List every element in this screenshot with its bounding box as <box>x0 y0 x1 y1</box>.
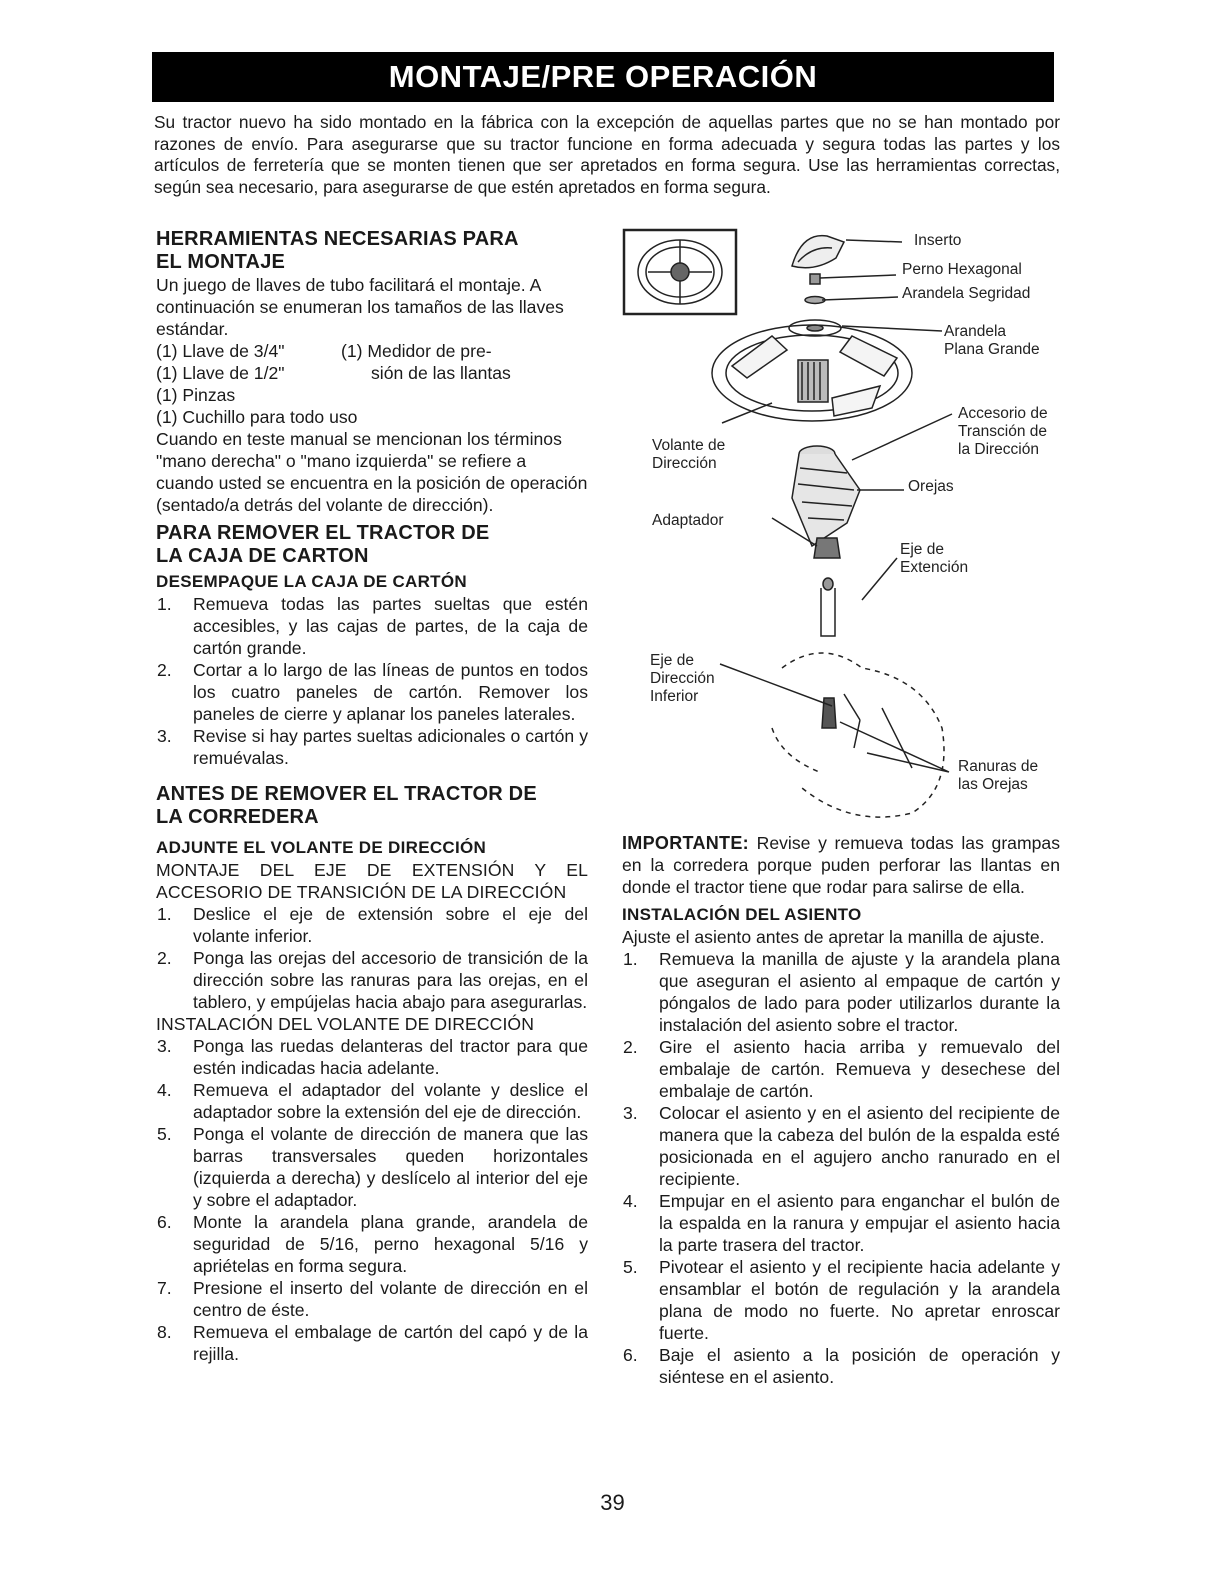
label-accesorio-line2: Transción de <box>958 423 1048 440</box>
seat-heading: INSTALACIÓN DEL ASIENTO <box>622 905 862 924</box>
important-note <box>622 832 1060 898</box>
label-eje-extension-line1: Eje de <box>900 541 944 558</box>
extension-steps <box>156 903 588 1013</box>
extension-subheading: MONTAJE DEL EJE DE EXTENSIÓN Y EL ACCESORIO DE TRANSICIÓN DE LA DIRECCIÓN <box>156 860 588 902</box>
tools-heading-line1: HERRAMIENTAS NECESARIAS PARA <box>156 228 519 250</box>
list-item: 6. Monte la arandela plana grande, arandela de seguridad de 5/16, perno hexagonal 5/16 y apriételas en forma segura. <box>157 1212 588 1276</box>
tool-item: (1) Llave de 1/2" <box>156 363 285 383</box>
label-arandela-line1: Arandela <box>944 323 1007 340</box>
tool-item: (1) Llave de 3/4" <box>156 341 285 361</box>
skid-heading-line1: ANTES DE REMOVER EL TRACTOR DE <box>156 783 537 805</box>
skid-heading-line2: LA CORREDERA <box>156 806 319 828</box>
page-number: 39 <box>600 1490 625 1515</box>
label-ranuras-line2: las Orejas <box>958 776 1028 793</box>
steering-assembly-figure <box>622 228 1062 828</box>
list-item: 2. Cortar a lo largo de las líneas de puntos en todos los cuatro paneles de cartón. Remover los paneles de cierre y aplanar los paneles laterales. <box>157 660 588 724</box>
label-accesorio-line3: la Dirección <box>958 441 1039 458</box>
section-banner: MONTAJE/PRE OPERACIÓN <box>152 52 1054 102</box>
label-volante-line2: Dirección <box>652 455 717 472</box>
list-item: 6. Baje el asiento a la posición de operación y siéntese en el asiento. <box>623 1345 1060 1387</box>
label-arandela-line2: Plana Grande <box>944 341 1040 358</box>
tools-heading-line2: EL MONTAJE <box>156 251 286 273</box>
intro-paragraph: Su tractor nuevo ha sido montado en la fábrica con la excepción de aquellas partes que no se han montado por razones de envío. Para asegurarse que su tractor funcione en forma adecuada y segura todas las partes y los artículos de ferretería que se monten tienen que ser apretados en forma segura. Use las herramientas correctas, según sea necesario, para asegurarse de que estén apretados en forma segura. <box>154 112 1060 197</box>
list-item: 4. Empujar en el asiento para enganchar el bulón de la espalda en la ranura y empujar el asiento hacia la parte trasera del tractor. <box>623 1191 1060 1255</box>
label-ranuras-line1: Ranuras de <box>958 758 1039 775</box>
list-item: 3. Colocar el asiento y en el asiento del recipiente de manera que la cabeza del bulón de la espalda esté posicionada en el agujero ancho ranurado en el recipiente. <box>623 1103 1060 1189</box>
list-item: 3. Revise si hay partes sueltas adicionales o cartón y remuévalas. <box>157 726 588 768</box>
remove-box-heading-line1: PARA REMOVER EL TRACTOR DE <box>156 522 490 544</box>
label-arandela-seguridad: Arandela Segridad <box>902 285 1031 302</box>
hands-note: Cuando en teste manual se mencionan los términos "mano derecha" o "mano izquierda" se refiere a cuando usted se encuentra en la posición de operación (sentado/a detrás del volante de dirección). <box>156 429 588 515</box>
seat-text: Ajuste el asiento antes de apretar la manilla de ajuste. <box>622 927 1045 947</box>
label-eje-extension-line2: Extención <box>900 559 969 576</box>
label-eje-inferior-line3: Inferior <box>650 688 699 705</box>
important-text: Revise y remueva todas las grampas en la corredera porque puden perforar las llantas en donde el tractor tiene que rodar para salirse de ella. <box>622 833 1060 897</box>
list-item: 8. Remueva el embalage de cartón del capó y de la rejilla. <box>157 1322 588 1364</box>
list-item: 7. Presione el inserto del volante de dirección en el centro de éste. <box>157 1278 588 1320</box>
tool-item: sión de las llantas <box>371 363 511 383</box>
tool-item: (1) Pinzas <box>156 385 236 405</box>
list-item: 2. Gire el asiento hacia arriba y remuevalo del embalaje de cartón. Remueva y desechese del embalaje de cartón. <box>623 1037 1060 1101</box>
label-perno-hexagonal: Perno Hexagonal <box>902 261 1022 278</box>
list-item: 5. Ponga el volante de dirección de manera que las barras transversales queden horizontales (izquierda a derecha) y deslícelo al interior del eje y sobre el adaptador. <box>157 1124 588 1210</box>
important-label: IMPORTANTE: <box>622 833 749 853</box>
label-eje-inferior-line1: Eje de <box>650 652 694 669</box>
unpack-steps <box>156 593 588 769</box>
list-item: 3. Ponga las ruedas delanteras del tractor para que estén indicadas hacia adelante. <box>157 1036 588 1078</box>
tool-item: (1) Medidor de pre- <box>341 341 492 361</box>
list-item: 1. Deslice el eje de extensión sobre el eje del volante inferior. <box>157 904 588 946</box>
label-eje-inferior-line2: Dirección <box>650 670 715 687</box>
list-item: 5. Pivotear el asiento y el recipiente hacia adelante y ensamblar el botón de regulación y la arandela plana de modo no fuerte. No apretar enroscar fuerte. <box>623 1257 1060 1343</box>
label-adaptador: Adaptador <box>652 512 724 529</box>
remove-box-heading-line2: LA CAJA DE CARTON <box>156 545 369 567</box>
tool-item: (1) Cuchillo para todo uso <box>156 407 358 427</box>
label-accesorio-line1: Accesorio de <box>958 405 1048 422</box>
list-item: 4. Remueva el adaptador del volante y deslice el adaptador sobre la extensión del eje de dirección. <box>157 1080 588 1122</box>
label-inserto: Inserto <box>914 232 962 249</box>
list-item: 1. Remueva la manilla de ajuste y la arandela plana que aseguran el asiento al empaque de cartón y póngalos de lado para poder utilizarlos durante la instalación del asiento sobre el tractor. <box>623 949 1060 1035</box>
tools-list <box>156 340 588 384</box>
seat-steps <box>622 948 1060 1388</box>
list-item: 1. Remueva todas las partes sueltas que estén accesibles, y las cajas de partes, de la caja de cartón grande. <box>157 594 588 658</box>
steering-steps <box>156 1035 588 1365</box>
steering-subheading: ADJUNTE EL VOLANTE DE DIRECCIÓN <box>156 838 487 857</box>
right-column <box>622 832 1060 1388</box>
list-item: 2. Ponga las orejas del accesorio de transición de la dirección sobre las ranuras para las orejas, en el tablero, y empújelas hacia abajo para asegurarlas. <box>157 948 588 1012</box>
label-orejas: Orejas <box>908 478 954 495</box>
tools-text: Un juego de llaves de tubo facilitará el montaje. A continuación se enumeran los tamaños de las llaves estándar. <box>156 275 564 339</box>
steering-install-subheading: INSTALACIÓN DEL VOLANTE DE DIRECCIÓN <box>156 1014 535 1034</box>
unpack-subheading: DESEMPAQUE LA CAJA DE CARTÓN <box>156 572 467 591</box>
left-column <box>156 228 588 1365</box>
label-volante-line1: Volante de <box>652 437 726 454</box>
